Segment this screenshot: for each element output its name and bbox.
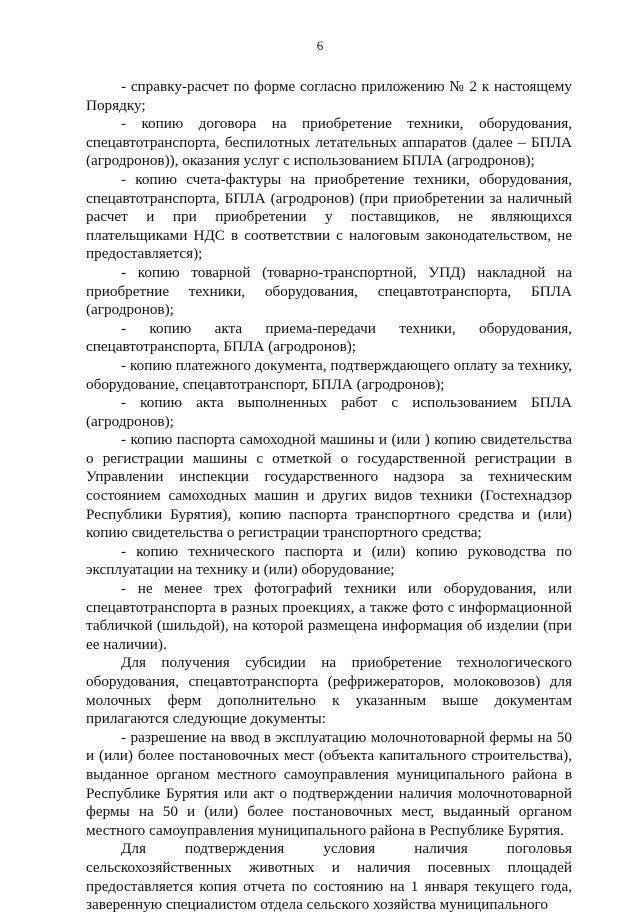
list-item-invoice: - копию счета-фактуры на приобретение техники, оборудования, спецавтотранспорта, БПЛА (агродронов) (при приобретении за наличный расчет и при приобретении у поставщиков, не являющихся плательщиками НДС в соответствии с налоговым законодательством, не предоставляется); <box>86 170 572 263</box>
list-item-technical-passport: - копию технического паспорта и (или) копию руководства по эксплуатации на технику и (или) оборудование; <box>86 542 572 579</box>
list-item-acceptance-act: - копию акта приема-передачи техники, оборудования, спецавтотранспорта, БПЛА (агродронов); <box>86 319 572 356</box>
list-item-waybill: - копию товарной (товарно-транспортной, УПД) накладной на приобретние техники, оборудования, спецавтотранспорта, БПЛА (агродронов); <box>86 263 572 319</box>
paragraph-dairy-farm-subsidy: Для получения субсидии на приобретение технологического оборудования, спецавтотранспорта (рефрижераторов, молоковозов) для молочных ферм дополнительно к указанным выше документам прилагаются следующие документы: <box>86 654 572 728</box>
list-item-commissioning-permit: - разрешение на ввод в эксплуатацию молочнотоварной фермы на 50 и (или) более постановочных мест (объекта капитального строительства), выданное органом местного самоуправления муниципального района в Республике Бурятия или акт о подтверждении наличия молочнотоварной фермы на 50 и (или) более постановочных мест, выданный органом местного самоуправления муниципального района в Республике Бурятия. <box>86 728 572 839</box>
list-item-payment-document: - копию платежного документа, подтверждающего оплату за технику, оборудование, спецавтотранспорт, БПЛА (агродронов); <box>86 356 572 393</box>
list-item-work-completion-act: - копию акта выполненных работ с использованием БПЛА (агродронов); <box>86 394 572 430</box>
list-item-calculation-certificate: - справку-расчет по форме согласно приложению № 2 к настоящему Порядку; <box>86 78 572 114</box>
list-item-purchase-contract: - копию договора на приобретение техники, оборудования, спецавтотранспорта, беспилотных летательных аппаратов (далее – БПЛА (агродронов)), оказания услуг с использованием БПЛА (агродронов); <box>86 115 572 170</box>
page-number: 6 <box>316 38 324 53</box>
paragraph-livestock-confirmation: Для подтверждения условия наличия поголовья сельскохозяйственных животных и наличия посевных площадей предоставляется копия отчета по состоянию на 1 января текущего года, заверенную специалистом отдела сельского хозяйства муниципального <box>86 840 572 914</box>
list-item-photographs: - не менее трех фотографий техники или оборудования, или спецавтотранспорта в разных проекциях, а также фото с информационной табличкой (шильдой), на которой размещена информация об изделии (при ее наличии). <box>86 580 572 653</box>
list-item-machine-passport: - копию паспорта самоходной машины и (или ) копию свидетельства о регистрации машины с отметкой о государственной регистрации в Управлении инспекции государственного надзора за техническим состоянием самоходных машин и других видов техники (Гостехнадзор Республики Бурятия), копию паспорта транспортного средства и (или) копию свидетельства о регистрации транспортного средства; <box>86 431 572 542</box>
document-body <box>86 78 572 915</box>
